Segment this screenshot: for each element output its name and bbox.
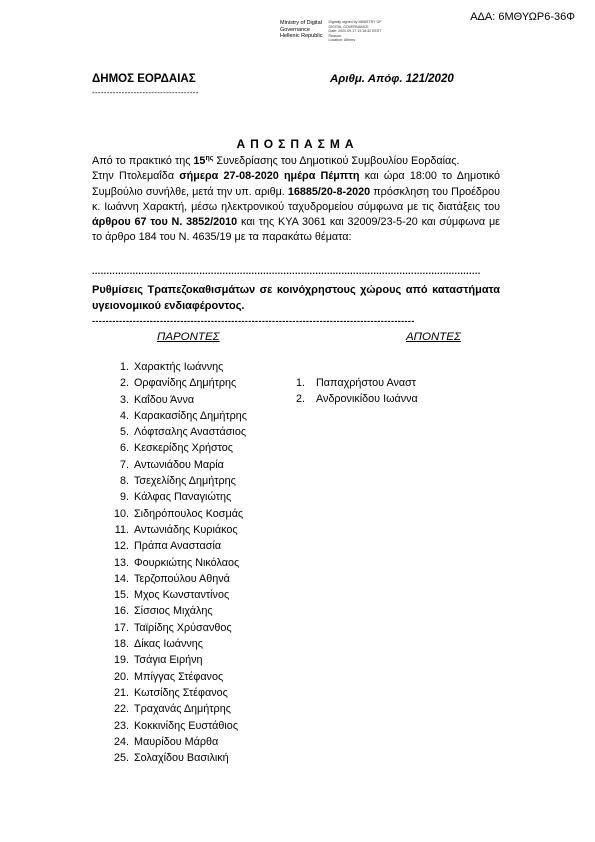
present-list xyxy=(106,359,247,766)
present-member-name: Σιδηρόπουλος Κοσμάς xyxy=(134,507,244,520)
present-member-name: Τερζοπούλου Αθηνά xyxy=(134,572,230,585)
present-member-number: 10. xyxy=(113,507,129,520)
present-member xyxy=(106,489,247,505)
absent-heading: ΑΠΟΝΤΕΣ xyxy=(406,331,461,343)
present-member-number: 12. xyxy=(113,540,129,553)
present-member-name: Μπίγγας Στέφανος xyxy=(134,670,224,683)
absent-member-name: Παπαχρήστου Αναστ xyxy=(316,377,417,389)
present-member-number: 4. xyxy=(119,409,129,422)
present-member xyxy=(106,440,247,456)
decision-number: Αριθμ. Απόφ. 121/2020 xyxy=(330,73,454,85)
present-member xyxy=(106,620,247,636)
present-member-number: 25. xyxy=(113,752,129,765)
present-member-number: 17. xyxy=(113,621,129,634)
present-member-number: 20. xyxy=(113,670,129,683)
absent-member-number: 1. xyxy=(296,377,306,389)
present-member-name: Λόφτσαλης Αναστάσιος xyxy=(134,426,247,439)
present-member-name: Δίκας Ιωάννης xyxy=(134,638,203,651)
header-rule: ------------------------------------ xyxy=(92,88,199,97)
meeting-subject: Ρυθμίσεις Τραπεζοκαθισμάτων σε κοινόχρηστους χώρους από καταστήματα υγειονομικού ενδιαφέροντος. xyxy=(92,284,500,312)
present-member-name: Ορφανίδης Δημήτρης xyxy=(134,377,237,390)
present-member-name: Φουρκιώτης Νικόλαος xyxy=(134,556,240,569)
present-member-name: Σολαχίδου Βασιλική xyxy=(134,752,229,765)
present-member xyxy=(106,408,247,424)
present-member-number: 11. xyxy=(114,523,129,536)
present-member-name: Αντωνιάδου Μαρία xyxy=(134,458,224,471)
present-member-number: 2. xyxy=(119,377,129,390)
present-member-number: 22. xyxy=(113,703,129,716)
present-member-number: 15. xyxy=(113,589,129,602)
present-member-name: Μαυρίδου Μάρθα xyxy=(134,735,219,748)
present-member xyxy=(106,473,247,489)
present-member-number: 21. xyxy=(113,686,129,699)
separator-dashes: ----------------------------------------------------------------------------------------------- xyxy=(92,316,415,326)
present-member-name: Κάλφας Παναγιώτης xyxy=(134,491,232,504)
present-member-number: 24. xyxy=(113,735,129,748)
present-member-name: Ταϊρίδης Χρύσανθος xyxy=(134,621,232,634)
absent-member xyxy=(296,375,418,391)
present-member-name: Μχος Κωνσταντίνος xyxy=(134,589,230,602)
present-heading: ΠΑΡΟΝΤΕΣ xyxy=(157,331,220,343)
present-member-number: 7. xyxy=(119,458,129,471)
present-member-name: Καρακασίδης Δημήτρης xyxy=(134,409,247,422)
present-member xyxy=(106,587,247,603)
ada-code: ΑΔΑ: 6ΜΘΥΩΡ6-36Φ xyxy=(470,11,575,23)
present-member-name: Κοκκινίδης Ευστάθιος xyxy=(134,719,239,732)
present-member-number: 23. xyxy=(113,719,129,732)
intro-body: Στην Πτολεμαΐδα σήμερα 27-08-2020 ημέρα Πέμπτη και ώρα 18:00 το Δημοτικό Συμβούλιο συνήλθε, μετά την υπ. αριθμ. 16885/20-8-2020 πρόσκληση του Προέδρου κ. Ιωάννη Χαρακτή, μέσω ηλεκτρονικού ταχυδρομείου σύμφωνα με τις διατάξεις του άρθρου 67 του Ν. 3852/2010 και της ΚΥΑ 3061 και 32009/23-5-20 και σύμφωνα με το άρθρο 184 του Ν. 4635/19 με τα παρακάτω θέματα: xyxy=(92,170,501,244)
present-member-number: 5. xyxy=(119,426,129,439)
present-member-number: 8. xyxy=(119,475,129,488)
present-member-number: 14. xyxy=(113,572,129,585)
present-member-name: Κεσκερίδης Χρήστος xyxy=(134,442,233,455)
present-member xyxy=(106,522,247,538)
present-member xyxy=(106,424,247,440)
municipality-name: ΔΗΜΟΣ ΕΟΡΔΑΙΑΣ xyxy=(92,73,196,85)
present-member-number: 19. xyxy=(113,654,129,667)
intro-line-1: Από το πρακτικό της $15^{\eta\varsigma}$ Συνεδρίασης του Δημοτικού Συμβουλίου Εορδαίας. xyxy=(92,155,460,167)
present-member xyxy=(106,734,247,750)
present-member xyxy=(106,685,247,701)
present-member-name: Τσάγια Ειρήνη xyxy=(134,654,203,667)
present-member xyxy=(106,538,247,554)
intro-paragraph xyxy=(92,154,500,246)
present-member-name: Σίσσιος Μιχάλης xyxy=(134,605,213,618)
present-member xyxy=(106,571,247,587)
present-member xyxy=(106,506,247,522)
present-member-number: 16. xyxy=(113,605,129,618)
present-member-name: Πράπα Αναστασία xyxy=(134,540,222,553)
present-member xyxy=(106,652,247,668)
present-member-number: 6. xyxy=(119,442,129,455)
present-member xyxy=(106,375,247,391)
present-member xyxy=(106,457,247,473)
present-member-number: 18. xyxy=(113,638,129,651)
document-title: ΑΠΟΣΠΑΣΜΑ xyxy=(236,137,359,151)
present-member-name: Κωτσίδης Στέφανος xyxy=(134,686,228,699)
present-member-name: Καΐδου Άννα xyxy=(134,393,195,406)
absent-member xyxy=(296,391,418,407)
present-member-name: Τραχανάς Δημήτρης xyxy=(134,703,231,716)
present-member-name: Χαρακτής Ιωάννης xyxy=(134,361,224,373)
present-member xyxy=(106,555,247,571)
present-member xyxy=(106,603,247,619)
present-member-name: Αντωνιάδης Κυριάκος xyxy=(134,523,238,536)
present-member-number: 9. xyxy=(119,491,129,504)
signature-meta: Digitally signed by MINISTRY OF DIGITAL GOVERNANCE Date: 2020.09.17 13:18:32 EEST Reason: Location: Athens xyxy=(328,20,382,43)
present-member xyxy=(106,636,247,652)
present-member-name: Τσεχελίδης Δημήτρης xyxy=(134,475,236,488)
present-member xyxy=(106,750,247,766)
separator-dots: ...................................................................................................................................... xyxy=(92,266,481,276)
digital-signature-stamp xyxy=(280,20,382,43)
present-member-number: 13. xyxy=(113,556,129,569)
absent-list xyxy=(296,375,418,408)
present-member-number: 3. xyxy=(119,393,129,406)
absent-member-number: 2. xyxy=(296,393,306,406)
present-member xyxy=(106,718,247,734)
present-member xyxy=(106,701,247,717)
absent-member-name: Ανδρονικίδου Ιωάννα xyxy=(316,393,418,406)
signature-issuer: Ministry of Digital Governance Hellenic Republic xyxy=(280,20,323,39)
present-member xyxy=(106,669,247,685)
present-member xyxy=(106,392,247,408)
present-member-number: 1. xyxy=(119,361,129,373)
present-member xyxy=(106,359,247,375)
